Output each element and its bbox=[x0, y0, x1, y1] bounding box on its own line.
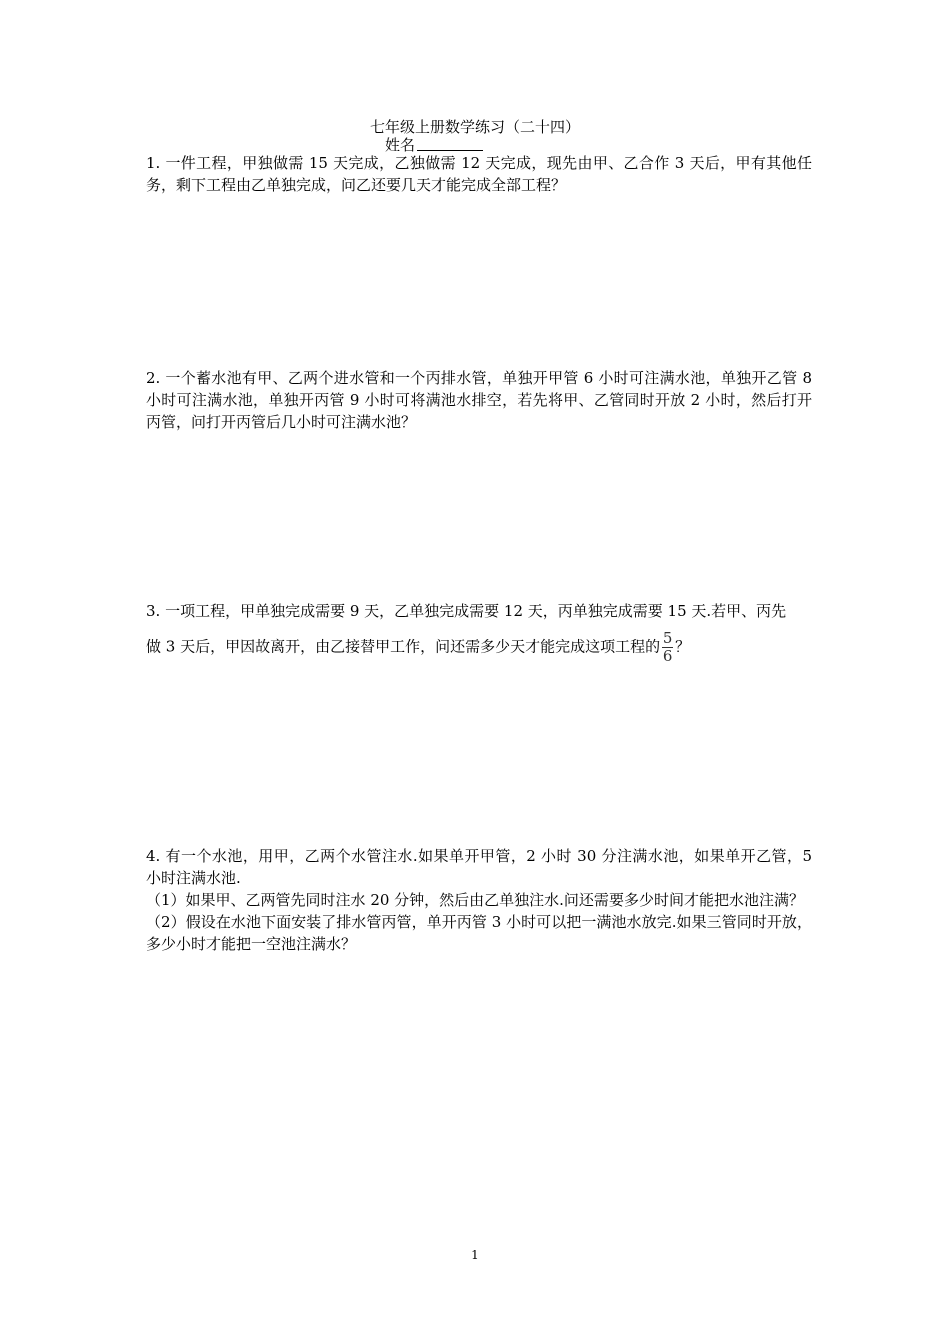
question-2-text: 2. 一个蓄水池有甲、乙两个进水管和一个丙排水管，单独开甲管 6 小时可注满水池，单独开乙管 8 小时可注满水池，单独开丙管 9 小时可将满池水排空，若先将甲、乙管同时开放 2 小时，然后打开丙管，问打开丙管后几小时可注满水池？ bbox=[146, 369, 812, 431]
name-blank-line bbox=[417, 135, 483, 151]
question-1-text: 1. 一件工程，甲独做需 15 天完成，乙独做需 12 天完成，现先由甲、乙合作 3 天后，甲有其他任务，剩下工程由乙单独完成，问乙还要几天才能完成全部工程？ bbox=[146, 154, 812, 194]
question-4-part-2: （2）假设在水池下面安装了排水管丙管，单开丙管 3 小时可以把一满池水放完.如果三管同时开放，多少小时才能把一空池注满水？ bbox=[146, 913, 812, 953]
name-label: 姓名 bbox=[385, 136, 416, 154]
fraction-denominator: 6 bbox=[662, 647, 673, 665]
question-3 bbox=[146, 600, 812, 665]
page-number: 1 bbox=[471, 1248, 479, 1262]
question-4-part-1: （1）如果甲、乙两管先同时注水 20 分钟，然后由乙单独注水.问还需要多少时间才能把水池注满？ bbox=[146, 891, 804, 909]
question-1 bbox=[146, 152, 812, 196]
page-title: 七年级上册数学练习（二十四） bbox=[369, 118, 580, 136]
question-3-line-1: 3. 一项工程，甲单独完成需要 9 天，乙单独完成需要 12 天，丙单独完成需要 15 天.若甲、丙先 bbox=[146, 602, 787, 620]
question-3-tail: ？ bbox=[675, 637, 691, 656]
question-2 bbox=[146, 367, 812, 433]
fraction-five-sixths bbox=[662, 630, 673, 665]
question-4 bbox=[146, 845, 812, 955]
fraction-numerator: 5 bbox=[662, 629, 673, 647]
question-3-line-2 bbox=[146, 630, 812, 665]
question-4-intro: 4. 有一个水池，用甲，乙两个水管注水.如果单开甲管，2 小时 30 分注满水池，如果单开乙管，5 小时注满水池. bbox=[146, 847, 812, 887]
question-3-text: 做 3 天后，甲因故离开，由乙接替甲工作，问还需多少天才能完成这项工程的 bbox=[146, 637, 661, 656]
